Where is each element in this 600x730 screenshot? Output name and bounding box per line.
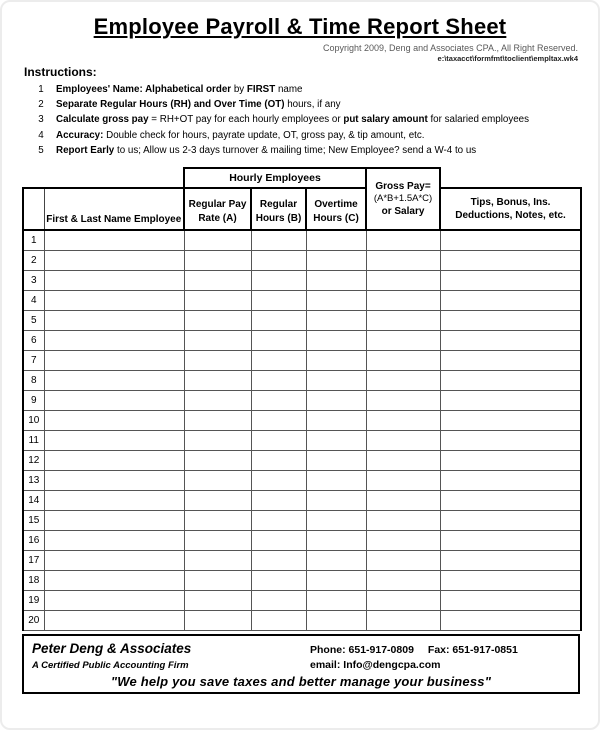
- gross-pay-cell: [366, 310, 440, 330]
- name-cell: [44, 590, 184, 610]
- regular-hours-cell: [251, 570, 306, 590]
- overtime-hours-cell: [306, 430, 366, 450]
- row-number: 12: [23, 450, 44, 470]
- name-cell: [44, 570, 184, 590]
- overtime-hours-cell: [306, 590, 366, 610]
- rate-cell: [184, 330, 251, 350]
- row-number: 17: [23, 550, 44, 570]
- tips-notes-cell: [440, 290, 581, 310]
- rate-cell: [184, 370, 251, 390]
- tips-notes-cell: [440, 250, 581, 270]
- hourly-employees-band-header: Hourly Employees: [184, 168, 366, 188]
- column-header-regular-hours: Regular Hours (B): [251, 188, 306, 230]
- table-row: [23, 490, 581, 510]
- instruction-number: 2: [38, 99, 44, 111]
- table-row: [23, 250, 581, 270]
- rate-cell: [184, 430, 251, 450]
- regular-hours-cell: [251, 250, 306, 270]
- name-cell: [44, 510, 184, 530]
- name-cell: [44, 350, 184, 370]
- email-line: [310, 659, 570, 671]
- table-row: [23, 290, 581, 310]
- rate-cell: [184, 590, 251, 610]
- name-cell: [44, 410, 184, 430]
- footer-box: [22, 634, 580, 694]
- gross-pay-cell: [366, 470, 440, 490]
- gross-pay-cell: [366, 230, 440, 250]
- gross-pay-cell: [366, 570, 440, 590]
- overtime-hours-cell: [306, 570, 366, 590]
- band-spacer-right: [440, 168, 581, 188]
- name-cell: [44, 530, 184, 550]
- regular-hours-cell: [251, 350, 306, 370]
- tips-notes-cell: [440, 350, 581, 370]
- page-title: Employee Payroll & Time Report Sheet: [93, 14, 507, 39]
- gross-pay-cell: [366, 330, 440, 350]
- table-row: [23, 510, 581, 530]
- overtime-hours-cell: [306, 490, 366, 510]
- gross-pay-cell: [366, 530, 440, 550]
- name-cell: [44, 470, 184, 490]
- tips-notes-cell: [440, 550, 581, 570]
- table-row: [23, 590, 581, 610]
- company-tagline: A Certified Public Accounting Firm: [32, 659, 189, 671]
- tips-notes-cell: [440, 490, 581, 510]
- row-number: 1: [23, 230, 44, 250]
- name-cell: [44, 250, 184, 270]
- instruction-text: Employees' Name: Alphabetical order by FIRST name: [56, 84, 303, 95]
- row-number: 2: [23, 250, 44, 270]
- rate-cell: [184, 490, 251, 510]
- gross-pay-cell: [366, 510, 440, 530]
- instruction-text: Accuracy: Double check for hours, payrate update, OT, gross pay, & tip amount, etc.: [56, 129, 425, 141]
- row-number: 16: [23, 530, 44, 550]
- tips-notes-cell: [440, 610, 581, 630]
- gross-pay-cell: [366, 430, 440, 450]
- instruction-item-1: [22, 82, 578, 97]
- overtime-hours-cell: [306, 550, 366, 570]
- rate-cell: [184, 470, 251, 490]
- regular-hours-cell: [251, 230, 306, 250]
- instruction-item-4: [22, 128, 578, 143]
- overtime-hours-cell: [306, 410, 366, 430]
- row-number: 8: [23, 370, 44, 390]
- overtime-hours-cell: [306, 310, 366, 330]
- name-cell: [44, 610, 184, 630]
- tips-notes-cell: [440, 310, 581, 330]
- gross-pay-cell: [366, 490, 440, 510]
- tips-notes-cell: [440, 530, 581, 550]
- table-row: [23, 530, 581, 550]
- tips-notes-cell: [440, 330, 581, 350]
- name-cell: [44, 390, 184, 410]
- tips-notes-cell: [440, 510, 581, 530]
- row-number: 14: [23, 490, 44, 510]
- name-cell: [44, 230, 184, 250]
- overtime-hours-cell: [306, 230, 366, 250]
- instruction-item-5: [22, 143, 578, 158]
- overtime-hours-cell: [306, 390, 366, 410]
- tips-notes-cell: [440, 450, 581, 470]
- overtime-hours-cell: [306, 470, 366, 490]
- regular-hours-cell: [251, 430, 306, 450]
- copyright-text: Copyright 2009, Deng and Associates CPA., All Right Reserved.: [323, 43, 578, 53]
- company-name: Peter Deng & Associates: [32, 640, 192, 656]
- table-row: [23, 390, 581, 410]
- fax-number: 651-917-0851: [452, 643, 518, 656]
- regular-hours-cell: [251, 550, 306, 570]
- column-header-tips-notes: Tips, Bonus, Ins. Deductions, Notes, etc.: [440, 188, 581, 230]
- regular-hours-cell: [251, 370, 306, 390]
- gross-pay-cell: [366, 270, 440, 290]
- rate-cell: [184, 390, 251, 410]
- fax-label: Fax:: [427, 643, 450, 656]
- table-header-row: [23, 188, 581, 230]
- row-number: 7: [23, 350, 44, 370]
- rate-cell: [184, 530, 251, 550]
- rate-cell: [184, 310, 251, 330]
- phone-fax-line: [310, 644, 570, 656]
- regular-hours-cell: [251, 390, 306, 410]
- gross-pay-cell: [366, 350, 440, 370]
- table-row: [23, 450, 581, 470]
- overtime-hours-cell: [306, 290, 366, 310]
- instruction-item-3: [22, 112, 578, 127]
- table-row: [23, 350, 581, 370]
- name-cell: [44, 370, 184, 390]
- gross-pay-cell: [366, 370, 440, 390]
- column-header-name: First & Last Name Employee: [44, 188, 184, 230]
- table-row: [23, 230, 581, 250]
- rate-cell: [184, 570, 251, 590]
- regular-hours-cell: [251, 450, 306, 470]
- regular-hours-cell: [251, 410, 306, 430]
- rate-cell: [184, 610, 251, 630]
- rate-cell: [184, 290, 251, 310]
- overtime-hours-cell: [306, 510, 366, 530]
- overtime-hours-cell: [306, 350, 366, 370]
- row-number: 6: [23, 330, 44, 350]
- gross-pay-cell: [366, 290, 440, 310]
- rate-cell: [184, 230, 251, 250]
- name-cell: [44, 330, 184, 350]
- rate-cell: [184, 410, 251, 430]
- rate-cell: [184, 350, 251, 370]
- row-number: 15: [23, 510, 44, 530]
- tips-notes-cell: [440, 590, 581, 610]
- tips-notes-cell: [440, 370, 581, 390]
- column-header-regular-pay-rate: Regular Pay Rate (A): [184, 188, 251, 230]
- rate-cell: [184, 270, 251, 290]
- band-spacer-left: [23, 168, 184, 188]
- instruction-item-2: [22, 97, 578, 112]
- gross-pay-cell: [366, 550, 440, 570]
- name-cell: [44, 490, 184, 510]
- gross-pay-cell: [366, 590, 440, 610]
- table-row: [23, 430, 581, 450]
- table-row: [23, 330, 581, 350]
- gross-pay-cell: [366, 390, 440, 410]
- payroll-table: [22, 167, 582, 631]
- tips-notes-cell: [440, 390, 581, 410]
- table-row: [23, 270, 581, 290]
- overtime-hours-cell: [306, 330, 366, 350]
- file-path-text: e:\taxacct\formfmt\toclient\empltax.wk4: [437, 54, 578, 63]
- phone-number: 651-917-0809: [348, 643, 414, 656]
- column-header-overtime-hours: Overtime Hours (C): [306, 188, 366, 230]
- gross-pay-cell: [366, 250, 440, 270]
- row-number: 9: [23, 390, 44, 410]
- gross-pay-cell: [366, 610, 440, 630]
- overtime-hours-cell: [306, 530, 366, 550]
- rate-cell: [184, 550, 251, 570]
- email-label: email:: [310, 658, 341, 671]
- phone-label: Phone:: [310, 643, 346, 656]
- tips-notes-cell: [440, 270, 581, 290]
- regular-hours-cell: [251, 330, 306, 350]
- name-cell: [44, 450, 184, 470]
- row-number: 4: [23, 290, 44, 310]
- table-row: [23, 310, 581, 330]
- company-quote: "We help you save taxes and better manage your business": [110, 673, 492, 689]
- regular-hours-cell: [251, 470, 306, 490]
- instructions-heading: Instructions:: [24, 65, 97, 79]
- regular-hours-cell: [251, 270, 306, 290]
- gross-pay-cell: [366, 410, 440, 430]
- instruction-number: 3: [38, 114, 44, 126]
- table-row: [23, 470, 581, 490]
- overtime-hours-cell: [306, 610, 366, 630]
- gross-pay-cell: [366, 450, 440, 470]
- row-number: 5: [23, 310, 44, 330]
- name-cell: [44, 270, 184, 290]
- table-band-row: [23, 168, 581, 188]
- row-number: 3: [23, 270, 44, 290]
- regular-hours-cell: [251, 610, 306, 630]
- column-header-row-number: [23, 188, 44, 230]
- regular-hours-cell: [251, 310, 306, 330]
- row-number: 20: [23, 610, 44, 630]
- instruction-text: Separate Regular Hours (RH) and Over Time (OT) hours, if any: [56, 99, 341, 111]
- tips-notes-cell: [440, 570, 581, 590]
- name-cell: [44, 290, 184, 310]
- row-number: 10: [23, 410, 44, 430]
- overtime-hours-cell: [306, 370, 366, 390]
- rate-cell: [184, 250, 251, 270]
- instruction-number: 4: [38, 129, 44, 141]
- row-number: 18: [23, 570, 44, 590]
- table-row: [23, 410, 581, 430]
- tips-notes-cell: [440, 470, 581, 490]
- row-number: 19: [23, 590, 44, 610]
- instruction-number: 1: [38, 84, 44, 95]
- table-row: [23, 370, 581, 390]
- overtime-hours-cell: [306, 450, 366, 470]
- tips-notes-cell: [440, 430, 581, 450]
- row-number: 11: [23, 430, 44, 450]
- name-cell: [44, 550, 184, 570]
- regular-hours-cell: [251, 590, 306, 610]
- instruction-text: Report Early to us; Allow us 2-3 days turnover & mailing time; New Employee? send a W-4 to us: [56, 144, 477, 156]
- regular-hours-cell: [251, 510, 306, 530]
- overtime-hours-cell: [306, 270, 366, 290]
- name-cell: [44, 430, 184, 450]
- name-cell: [44, 310, 184, 330]
- table-row: [23, 550, 581, 570]
- overtime-hours-cell: [306, 250, 366, 270]
- email-address: Info@dengcpa.com: [343, 658, 441, 671]
- regular-hours-cell: [251, 490, 306, 510]
- column-header-gross-pay: Gross Pay= (A*B+1.5A*C) or Salary: [366, 168, 440, 230]
- rate-cell: [184, 450, 251, 470]
- table-row: [23, 610, 581, 630]
- tips-notes-cell: [440, 230, 581, 250]
- regular-hours-cell: [251, 530, 306, 550]
- table-row: [23, 570, 581, 590]
- regular-hours-cell: [251, 290, 306, 310]
- instruction-text: Calculate gross pay = RH+OT pay for each hourly employees or put salary amount for salaried employees: [56, 114, 530, 126]
- row-number: 13: [23, 470, 44, 490]
- rate-cell: [184, 510, 251, 530]
- tips-notes-cell: [440, 410, 581, 430]
- instruction-number: 5: [38, 144, 44, 156]
